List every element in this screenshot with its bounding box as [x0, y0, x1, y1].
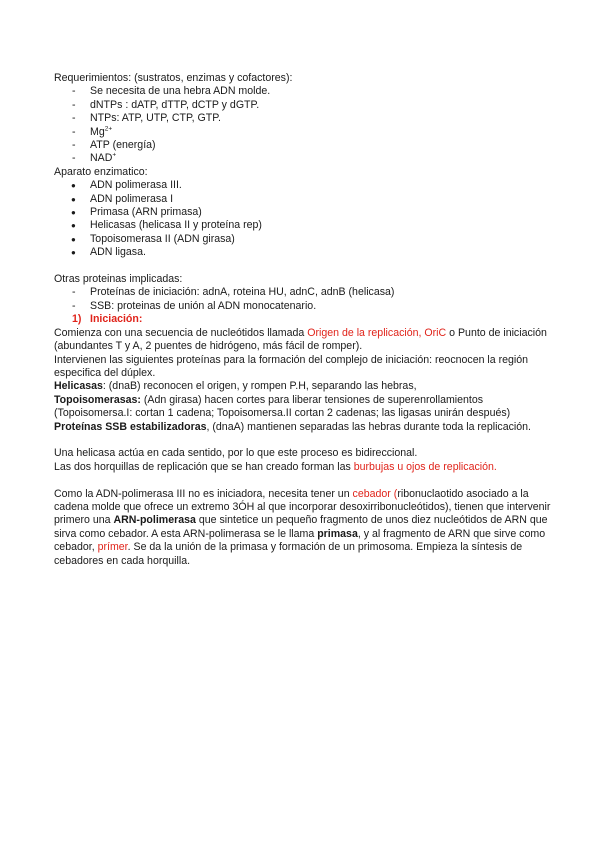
arn-polimerasa-bold: ARN-polimerasa: [113, 514, 196, 527]
otras-heading: Otras proteinas implicadas:: [54, 273, 183, 286]
text-run: , (dnaA) mantienen separadas las hebras durante toda la replicación.: [206, 420, 531, 433]
aparato-heading: Aparato enzimatico:: [54, 165, 148, 178]
list-item: ● ADN ligasa.: [54, 246, 554, 259]
list-item: - ATP (energía): [54, 139, 554, 152]
paragraph-burbujas: [54, 461, 554, 474]
cebador-highlight: cebador (: [352, 487, 398, 500]
list-item: ● ADN polimerasa I: [54, 193, 554, 206]
text-run: Como la ADN-polimerasa III no es iniciadora, necesita tener un: [54, 487, 353, 500]
list-item-nad: [54, 152, 554, 165]
paragraph-origen: [54, 327, 554, 354]
list-item-mg: [54, 126, 554, 139]
text-run: (Adn girasa) hacen cortes para liberar tensiones de superenrollamientos (Topoisomersa.I: cortan 1 cadena; Topoisomersa.II cortan 2 cadenas; las ligasas unirán después): [54, 393, 511, 420]
list-item: - Proteínas de iniciación: adnA, roteina HU, adnC, adnB (helicasa): [54, 286, 554, 299]
document-page: [54, 72, 554, 568]
paragraph-topoisomerasas: [54, 394, 554, 421]
paragraph-ssb: [54, 421, 554, 434]
text-run: : (dnaB) reconocen el origen, y rompen P.H, separando las hebras,: [102, 380, 417, 393]
requerimientos-list: [54, 85, 554, 165]
mg-text: Mg: [90, 125, 105, 138]
requerimientos-heading: Requerimientos: (sustratos, enzimas y cofactores):: [54, 72, 293, 84]
text-run: Comienza con una secuencia de nucleótidos llamada: [54, 326, 308, 339]
helicasas-label: Helicasas: [54, 380, 103, 393]
text-run: Las dos horquillas de replicación que se han creado forman las: [54, 460, 354, 473]
list-item: - NTPs: ATP, UTP, CTP, GTP.: [54, 112, 554, 125]
section-heading-iniciacion: [54, 313, 554, 326]
nad-text: NAD: [90, 152, 113, 165]
text-run: . Se da la unión de la primasa y formación de un primosoma. Empieza la síntesis de cebadores en cada horquilla.: [54, 541, 523, 567]
text-run: que sintetice un pequeño fragmento de unos diez nucleótidos de ARN que sirva como cebador. A esta ARN-polimerasa se le llama: [54, 514, 548, 540]
primer-highlight: prímer: [97, 541, 128, 554]
topoisomerasas-label: Topoisomerasas:: [54, 393, 141, 406]
section-title: Iniciación:: [90, 313, 143, 326]
paragraph-helicasas: [54, 380, 554, 393]
section-number: 1): [72, 313, 82, 326]
burbujas-highlight: burbujas u ojos de replicación.: [353, 460, 497, 473]
paragraph-cebador: [54, 488, 554, 568]
ssb-label: Proteínas SSB estabilizadoras: [54, 420, 207, 433]
nad-superscript: +: [112, 151, 117, 159]
aparato-list: [54, 179, 554, 259]
list-item: - SSB: proteinas de unión al ADN monocatenario.: [54, 300, 554, 313]
paragraph-intervienen: Intervienen las siguientes proteínas para la formación del complejo de iniciación: reocnocen la región especifica del dúplex.: [54, 353, 529, 379]
text-run: o Punto de iniciación (abundantes T y A, 2 puentes de hidrógeno, más fácil de romper).: [54, 326, 547, 353]
list-item: ● Primasa (ARN primasa): [54, 206, 554, 219]
list-item: - Se necesita de una hebra ADN molde.: [54, 85, 554, 98]
spacer: [54, 474, 554, 487]
spacer: [54, 434, 554, 447]
list-item: ● Helicasas (helicasa II y proteína rep): [54, 219, 554, 232]
origen-highlight: Origen de la replicación, OriC: [307, 326, 447, 339]
mg-superscript: 2+: [104, 125, 113, 133]
text-run: , y al fragmento de ARN que sirve como cebador,: [54, 527, 546, 554]
list-item: - dNTPs : dATP, dTTP, dCTP y dGTP.: [54, 99, 554, 112]
spacer: [54, 260, 554, 273]
paragraph-bidireccional: Una helicasa actúa en cada sentido, por lo que este proceso es bidireccional.: [54, 447, 418, 460]
otras-list: [54, 286, 554, 313]
text-run: ribonuclaotido asociado a la cadena molde que ofrece un extremo 3ÓH al que incorporar desoxirribonucleótidos), tienen que intervenir primero una: [54, 487, 551, 527]
primasa-bold: primasa: [317, 527, 358, 540]
list-item: ● Topoisomerasa II (ADN girasa): [54, 233, 554, 246]
list-item: ● ADN polimerasa III.: [54, 179, 554, 192]
